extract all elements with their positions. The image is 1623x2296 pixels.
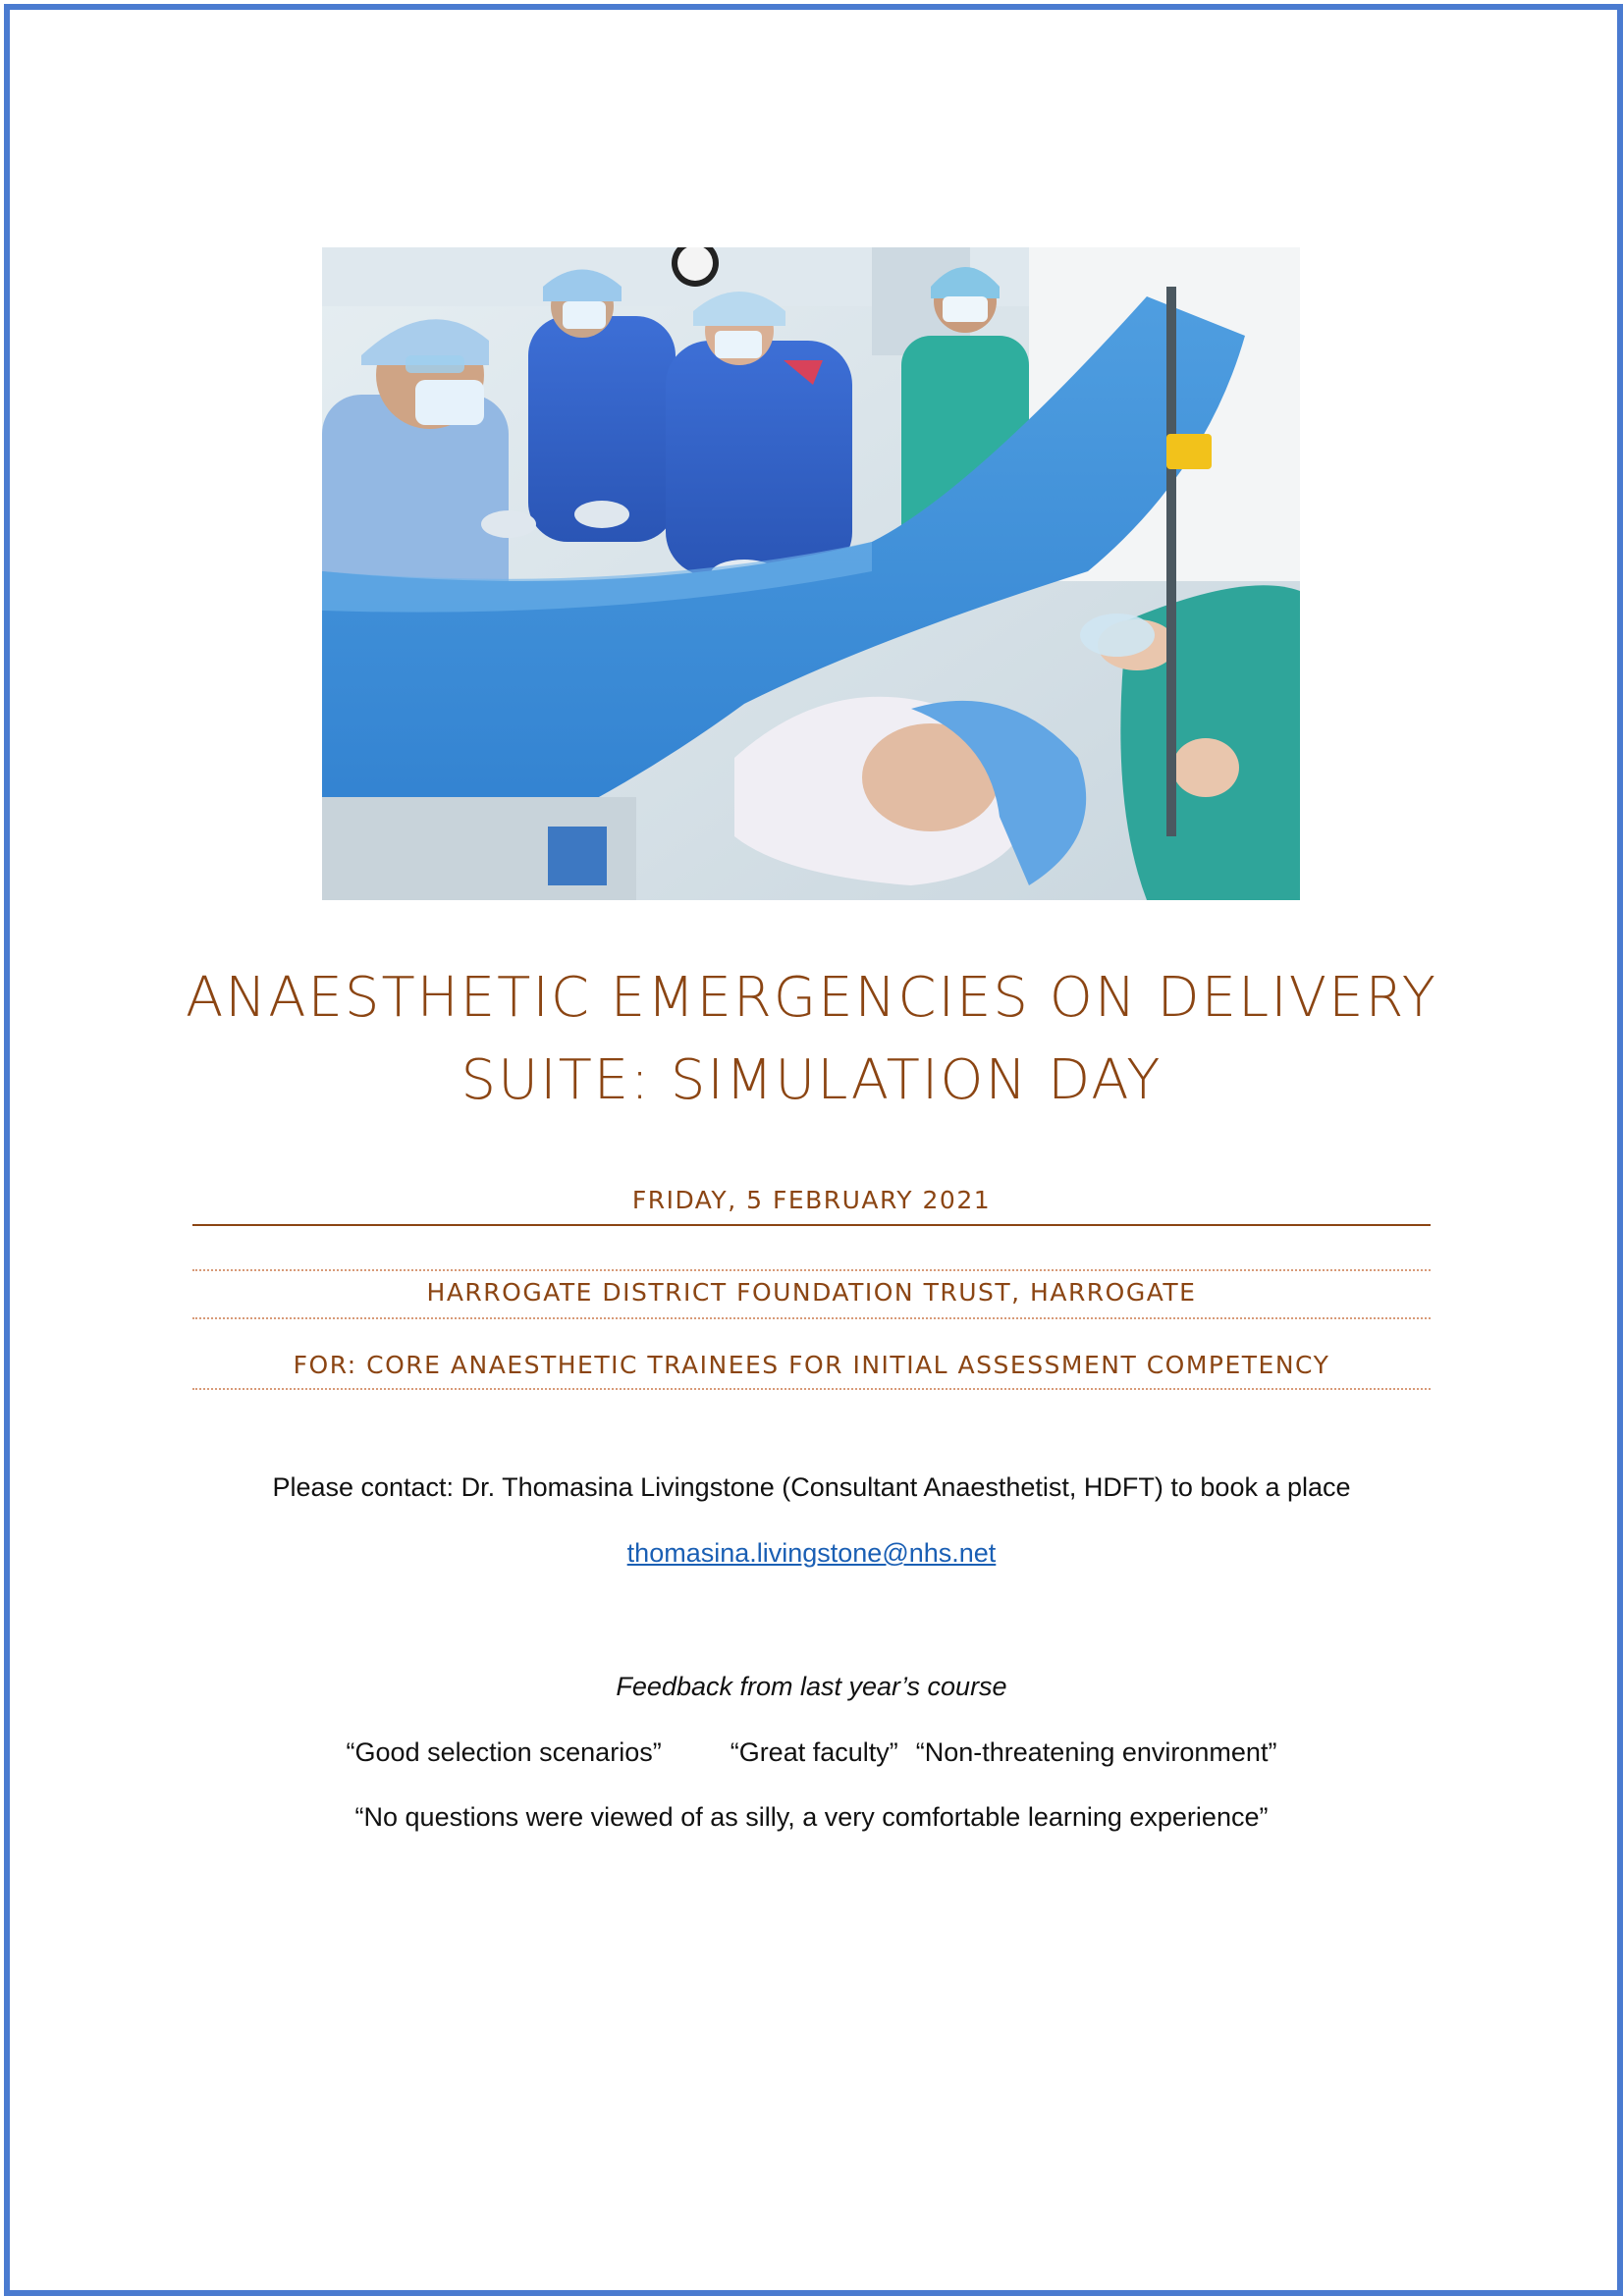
date-divider xyxy=(192,1224,1431,1226)
dotted-divider-middle xyxy=(192,1317,1431,1319)
event-audience: FOR: CORE ANAESTHETIC TRAINEES FOR INITIAL ASSESSMENT COMPETENCY xyxy=(293,1351,1330,1379)
event-venue: HARROGATE DISTRICT FOUNDATION TRUST, HARROGATE xyxy=(426,1278,1197,1307)
surgery-photo xyxy=(322,247,1300,900)
title-line-1: ANAESTHETIC EMERGENCIES ON DELIVERY xyxy=(186,966,1437,1030)
feedback-quote: “Non-threatening environment” xyxy=(915,1737,1277,1767)
page-title xyxy=(157,957,1466,1122)
feedback-quote: “Good selection scenarios” xyxy=(346,1737,662,1767)
feedback-heading: Feedback from last year’s course xyxy=(616,1672,1007,1701)
contact-text: Please contact: Dr. Thomasina Livingstone (Consultant Anaesthetist, HDFT) to book a place xyxy=(272,1472,1351,1502)
contact-email-link[interactable]: thomasina.livingstone@nhs.net xyxy=(626,1538,997,1568)
feedback-quote: “No questions were viewed of as silly, a very comfortable learning experience” xyxy=(354,1802,1269,1832)
surgery-photo-icon xyxy=(322,247,1300,900)
dotted-divider-top xyxy=(192,1269,1431,1271)
feedback-quotes-row xyxy=(157,1737,1466,1768)
feedback-quote: “Great faculty” xyxy=(730,1737,898,1767)
event-date: FRIDAY, 5 FEBRUARY 2021 xyxy=(631,1186,992,1214)
dotted-divider-bottom xyxy=(192,1388,1431,1390)
title-line-2: SUITE: SIMULATION DAY xyxy=(460,1048,1163,1112)
